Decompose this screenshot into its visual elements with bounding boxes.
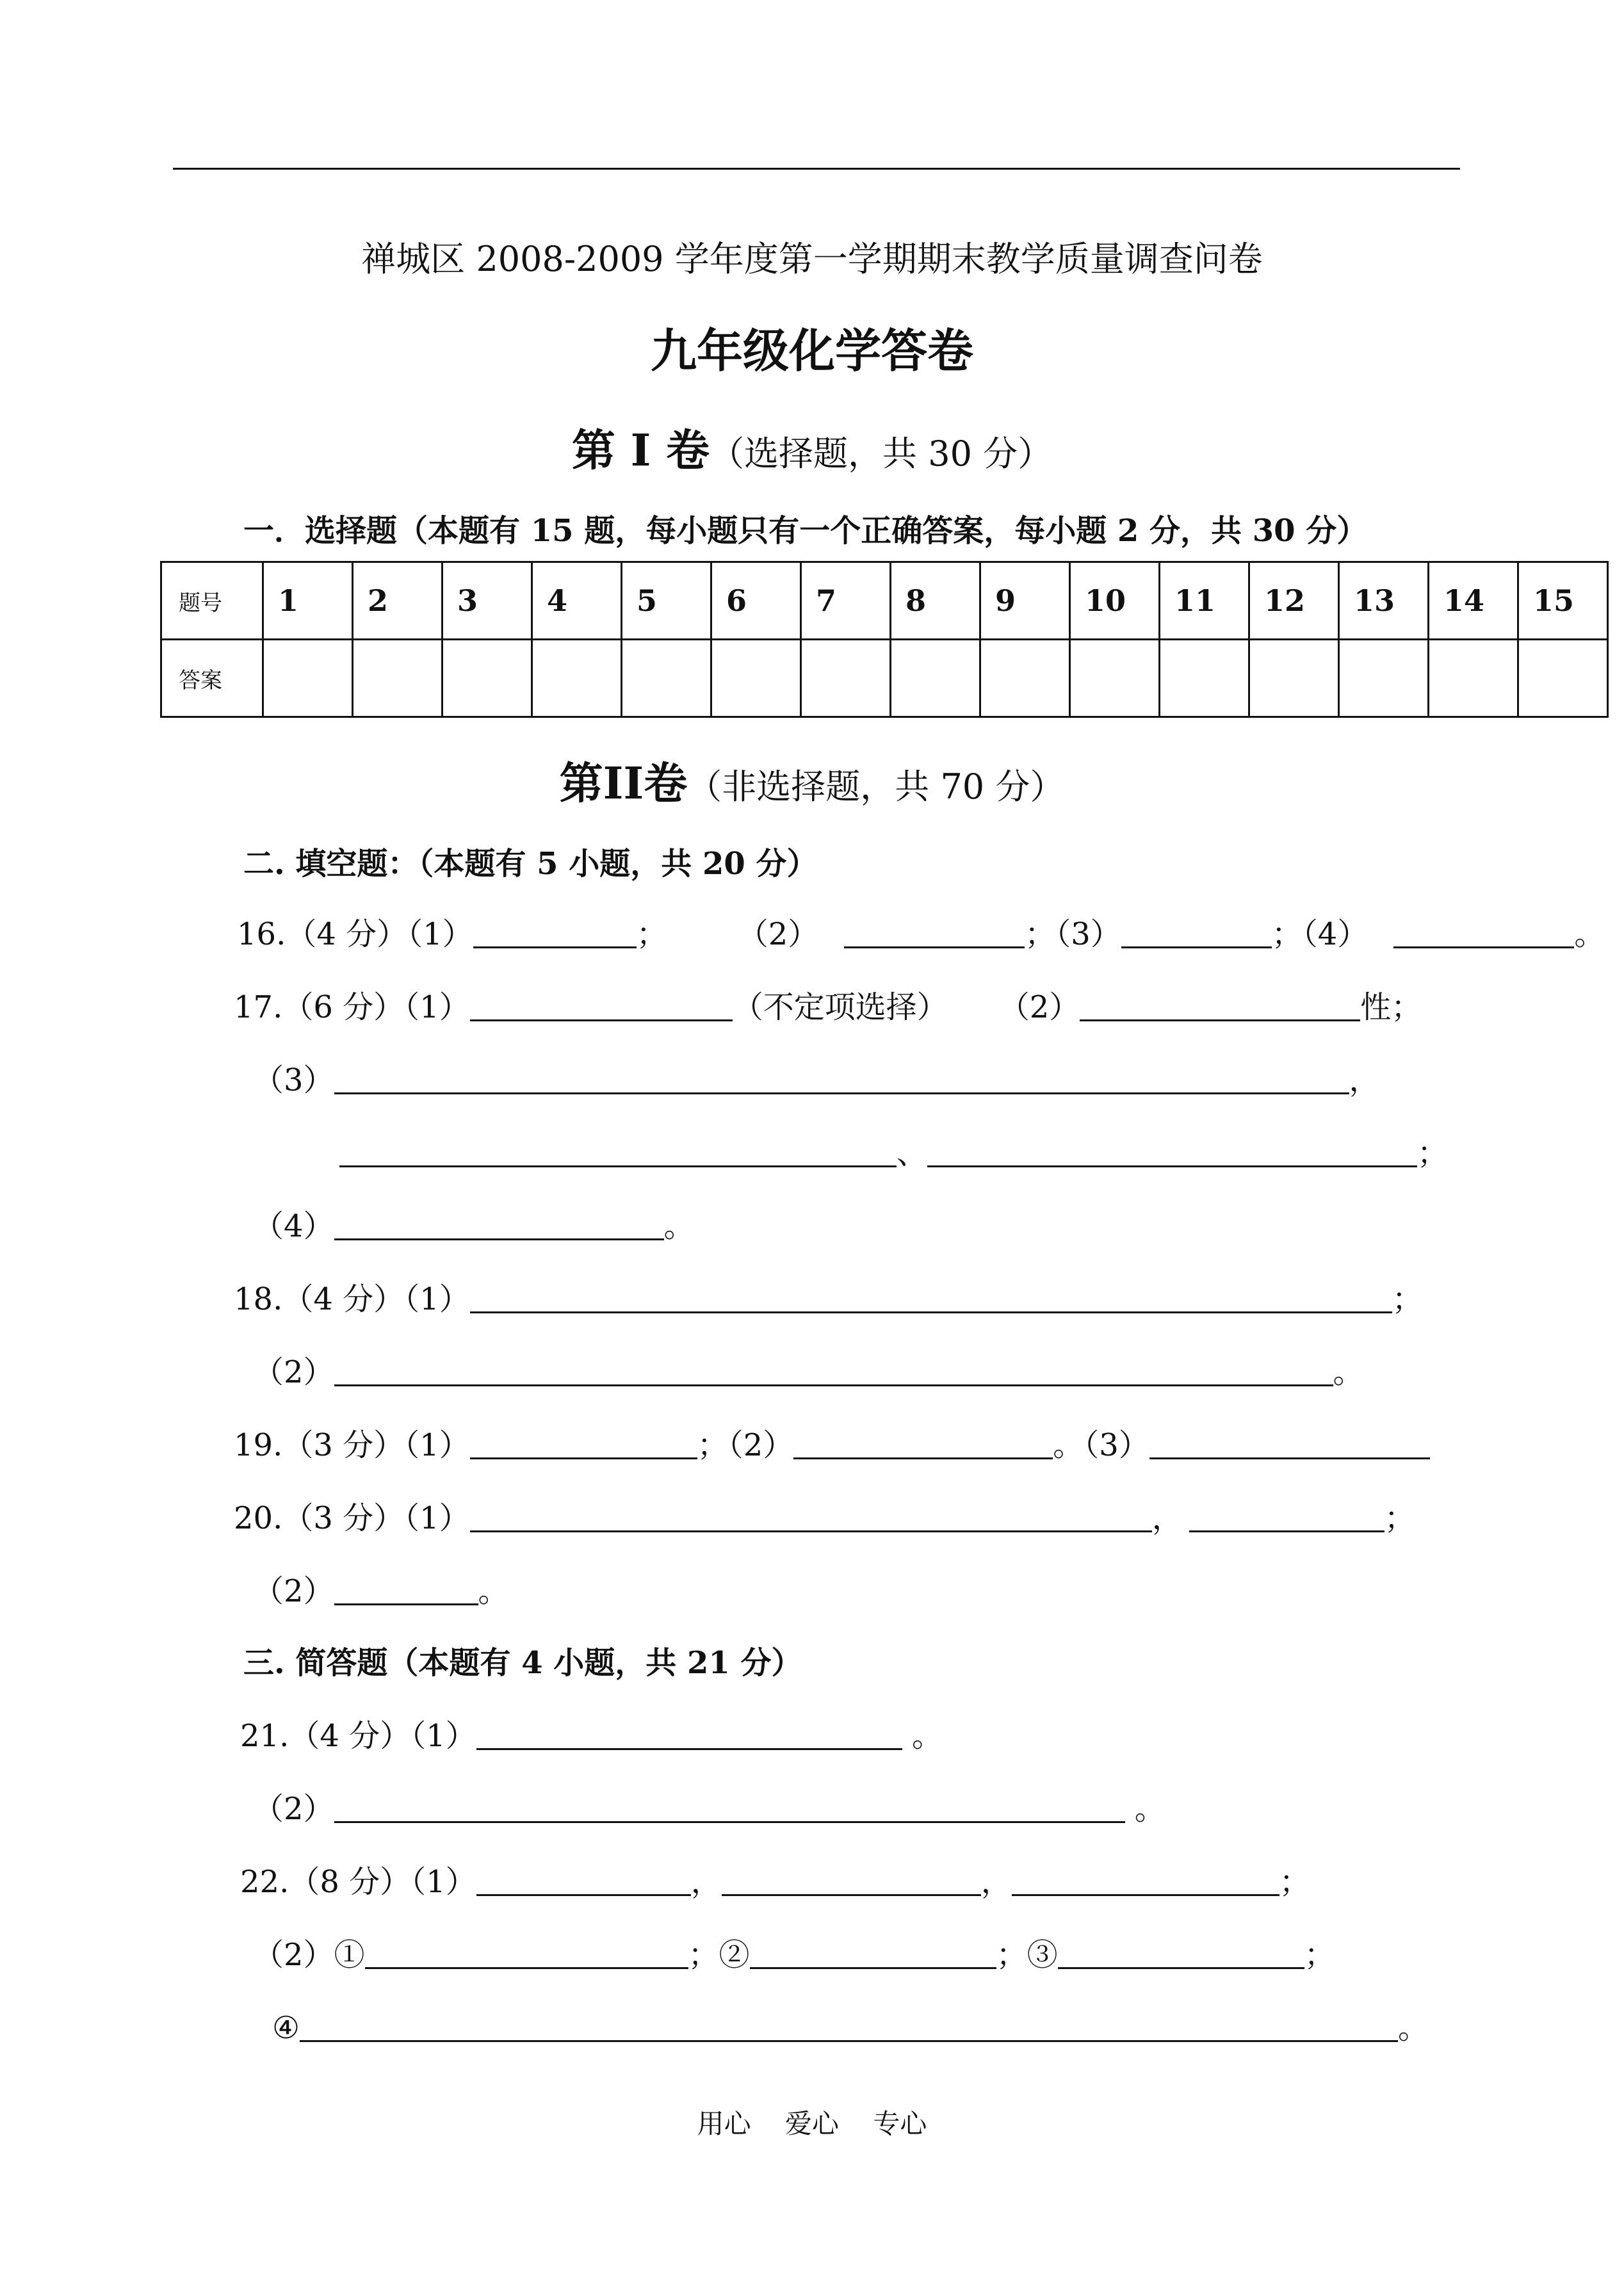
question-number: 4 — [532, 562, 622, 640]
q21-lead: 21.（4 分）（1） — [240, 1718, 476, 1754]
answer-cell[interactable] — [1070, 640, 1160, 717]
answer-blank[interactable] — [476, 1720, 902, 1750]
q19-sep2: 。（3） — [1053, 1427, 1149, 1463]
row-label-number: 题号 — [161, 562, 263, 640]
part2-title: 第II卷 — [559, 758, 688, 809]
top-rule — [173, 168, 1460, 170]
question-number: 14 — [1429, 562, 1518, 640]
page-footer: 用心 爱心 专心 — [697, 2108, 927, 2139]
part1-note: （选择题，共 30 分） — [710, 434, 1053, 474]
q17-line-2 — [253, 1055, 1380, 1099]
q19-lead: 19.（3 分）（1） — [234, 1427, 470, 1463]
q17-lead: 17.（6 分）（1） — [234, 989, 470, 1025]
q22-sep6: ； — [1304, 1937, 1335, 1973]
question-number: 11 — [1160, 562, 1249, 640]
q22-sep4: ；② — [688, 1937, 750, 1973]
answer-cell[interactable] — [711, 640, 801, 717]
q22-sep3: ； — [1279, 1864, 1310, 1900]
question-number: 2 — [353, 562, 443, 640]
q17-line-1 — [234, 982, 1422, 1026]
answer-cell[interactable] — [1339, 640, 1429, 717]
section2-title: 二. 填空题：（本题有 5 小题，共 20 分） — [243, 846, 818, 882]
q19-sep1: ；（2） — [697, 1427, 794, 1463]
exam-subtitle: 禅城区 2008-2009 学年度第一学期期末教学质量调查问卷 — [361, 239, 1263, 279]
q17-sep3: ， — [1349, 1062, 1380, 1098]
answer-blank[interactable] — [473, 918, 637, 948]
answer-blank[interactable] — [334, 1064, 1349, 1094]
q22-line-1 — [240, 1857, 1310, 1901]
answer-cell[interactable] — [1249, 640, 1339, 717]
answer-blank[interactable] — [334, 1793, 1125, 1823]
question-number: 5 — [622, 562, 711, 640]
q19-line — [234, 1420, 1430, 1464]
q22-line-2 — [253, 1930, 1335, 1974]
q18-line-2 — [253, 1347, 1364, 1391]
answer-blank[interactable] — [1149, 1429, 1430, 1459]
question-number: 8 — [891, 562, 980, 640]
answer-cell[interactable] — [353, 640, 443, 717]
q22-sep5: ；③ — [996, 1937, 1058, 1973]
q20-sep1: ， — [1151, 1500, 1183, 1536]
q20-lead: 20.（3 分）（1） — [234, 1500, 470, 1536]
q18-line-1 — [234, 1274, 1423, 1318]
question-number: 10 — [1070, 562, 1160, 640]
q17-line-4 — [253, 1201, 695, 1245]
exam-title: 九年级化学答卷 — [650, 323, 973, 378]
answer-cell[interactable] — [1429, 640, 1518, 717]
answer-blank[interactable] — [1393, 918, 1574, 948]
answer-cell[interactable] — [1160, 640, 1249, 717]
answer-blank[interactable] — [1189, 1502, 1384, 1532]
question-number: 9 — [980, 562, 1070, 640]
q20-part2: （2） — [253, 1573, 334, 1609]
q22-part2: （2）① — [253, 1937, 365, 1973]
q21-end2: 。 — [1125, 1791, 1165, 1827]
q16-end: 。 — [1574, 916, 1605, 952]
answer-blank[interactable] — [1012, 1866, 1279, 1896]
answer-table — [160, 561, 1609, 718]
answer-blank[interactable] — [334, 1356, 1333, 1386]
q18-part2: （2） — [253, 1354, 334, 1390]
row-label-answer: 答案 — [161, 640, 263, 717]
answer-blank[interactable] — [334, 1210, 664, 1240]
answer-blank[interactable] — [470, 1502, 1152, 1532]
answer-blank[interactable] — [470, 991, 733, 1021]
answer-blank[interactable] — [1121, 918, 1272, 948]
table-row — [161, 562, 1608, 640]
table-row — [161, 640, 1608, 717]
answer-cell[interactable] — [443, 640, 532, 717]
part2-heading — [0, 749, 1624, 811]
question-number: 6 — [711, 562, 801, 640]
q16-sep1: ； — [636, 916, 667, 952]
answer-cell[interactable] — [980, 640, 1070, 717]
q16-sep3: ；（4） — [1271, 916, 1368, 952]
answer-blank[interactable] — [334, 1575, 478, 1605]
answer-blank[interactable] — [722, 1866, 981, 1896]
question-number: 12 — [1249, 562, 1339, 640]
answer-cell[interactable] — [263, 640, 353, 717]
q22-end: 。 — [1398, 2010, 1429, 2046]
q16-part2: （2） — [737, 916, 819, 952]
answer-blank[interactable] — [365, 1939, 688, 1969]
q17-part2: （2） — [998, 989, 1080, 1025]
answer-blank[interactable] — [470, 1429, 697, 1459]
q22-sep2: ， — [980, 1864, 1012, 1900]
q21-line-2 — [253, 1784, 1165, 1828]
q20-line-1 — [234, 1493, 1415, 1537]
q20-end: 。 — [478, 1573, 509, 1609]
q18-sep1: ； — [1392, 1281, 1423, 1317]
answer-blank[interactable] — [476, 1866, 691, 1896]
q21-line-1 — [240, 1711, 943, 1755]
q17-end: 。 — [663, 1208, 695, 1244]
q17-mid: 、 — [897, 1135, 928, 1171]
q17-line-3 — [339, 1128, 1448, 1172]
answer-blank[interactable] — [470, 1283, 1392, 1313]
q21-part2: （2） — [253, 1791, 334, 1827]
answer-blank[interactable] — [927, 1137, 1417, 1167]
part2-note: （非选择题，共 70 分） — [687, 766, 1065, 807]
section1-title: 一．选择题（本题有 15 题，每小题只有一个正确答案，每小题 2 分，共 30 分） — [243, 513, 1368, 549]
answer-blank[interactable] — [750, 1939, 996, 1969]
answer-blank[interactable] — [1080, 991, 1360, 1021]
q17-sep2: 性； — [1360, 989, 1422, 1025]
q17-note: （不定项选择） — [732, 989, 948, 1025]
part1-title: 第 I 卷 — [571, 425, 710, 476]
q20-line-2 — [253, 1566, 509, 1610]
question-number: 1 — [263, 562, 353, 640]
q22-lead: 22.（8 分）（1） — [240, 1864, 476, 1900]
question-number: 7 — [801, 562, 891, 640]
q16-line — [237, 909, 1605, 953]
q17-sep4: ； — [1417, 1135, 1449, 1171]
answer-blank[interactable] — [1058, 1939, 1304, 1969]
q22-part4: ④ — [272, 2010, 300, 2046]
answer-blank[interactable] — [793, 1429, 1053, 1459]
question-number: 13 — [1339, 562, 1429, 640]
section3-title: 三. 简答题（本题有 4 小题，共 21 分） — [243, 1645, 802, 1681]
question-number: 3 — [443, 562, 532, 640]
answer-blank[interactable] — [844, 918, 1025, 948]
q16-sep2: ；（3） — [1025, 916, 1121, 952]
answer-cell[interactable] — [532, 640, 622, 717]
q22-sep1: ， — [690, 1864, 722, 1900]
q22-line-3 — [272, 2003, 1429, 2047]
answer-cell[interactable] — [1518, 640, 1608, 717]
q17-part4: （4） — [253, 1208, 334, 1244]
q16-lead: 16.（4 分）（1） — [237, 916, 473, 952]
part1-heading — [0, 416, 1624, 478]
q18-lead: 18.（4 分）（1） — [234, 1281, 470, 1317]
q17-part3: （3） — [253, 1062, 334, 1098]
q18-end: 。 — [1333, 1354, 1364, 1390]
question-number: 15 — [1518, 562, 1608, 640]
q21-end1: 。 — [902, 1718, 943, 1754]
q20-sep2: ； — [1384, 1500, 1415, 1536]
answer-blank[interactable] — [339, 1137, 897, 1167]
answer-cell[interactable] — [891, 640, 980, 717]
answer-cell[interactable] — [622, 640, 711, 717]
answer-blank[interactable] — [300, 2012, 1398, 2042]
answer-cell[interactable] — [801, 640, 891, 717]
